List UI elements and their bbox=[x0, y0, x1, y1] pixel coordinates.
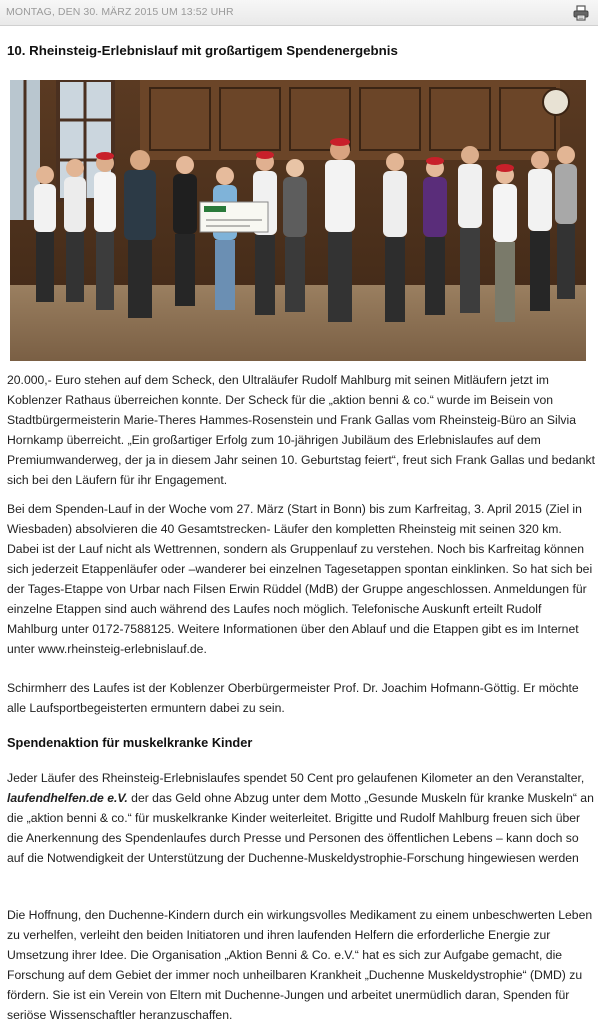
article-title: 10. Rheinsteig-Erlebnislauf mit großartigem Spendenergebnis bbox=[7, 43, 398, 58]
paragraph-donation bbox=[7, 768, 595, 868]
article-date: MONTAG, DEN 30. MÄRZ 2015 UM 13:52 UHR bbox=[6, 6, 234, 18]
paragraph-run-details: Bei dem Spenden-Lauf in der Woche vom 27. März (Start in Bonn) bis zum Karfreitag, 3. April 2015 (Ziel in Wiesbaden) absolvieren die 40 Gesamtstrecken- Läufer den kompletten Rheinsteig mit seinen 320 km. Dabei ist der Lauf nicht als Wettrennen, sondern als Gruppenlauf zu verstehen. Noch bis Karfreitag können sich jederzeit Etappenläufer oder –wanderer bei einzelnen Tagesetappen spontan einklinken. So hat sich bei der Tages-Etappe von Urbar nach Filsen Erwin Rüddel (MdB) der Gruppe angeschlossen. Anmeldungen für einzelne Etappen sind auch während des Laufes noch möglich. Telefonische Auskunft erteilt Rudolf Mahlburg unter 0172-7588125. Weitere Informationen über den Ablauf und die Etappen gibt es im Internet unter www.rheinsteig-erlebnislauf.de. bbox=[7, 502, 593, 656]
donation-text-after: der das Geld ohne Abzug unter dem Motto „Gesunde Muskeln für kranke Muskeln“ an die „aktion benni & co.“ für muskelkranke Kinder weiterleitet. Brigitte und Rudolf Mahlburg freuen sich über die Anerkennung des Spendenlaufes durch Presse und Personen des öffentlichen Lebens – kann doch so auf die Notwendigkeit der Unterstützung der Duchenne-Muskeldystrophie-Forschung hingewiesen werden bbox=[7, 791, 594, 865]
donation-text-before: Jeder Läufer des Rheinsteig-Erlebnislaufes spendet 50 Cent pro gelaufenen Kilometer an den Veranstalter, bbox=[7, 771, 585, 785]
paragraph-check-handover: 20.000,- Euro stehen auf dem Scheck, den Ultraläufer Rudolf Mahlburg mit seinen Mitläufern jetzt im Koblenzer Rathaus überreichen konnte. Der Scheck für die „aktion benni & co.“ wurde im Beisein von Stadtbürgermeisterin Marie-Theres Hammes-Rosenstein und Frank Gallas vom Rheinsteig-Büro an Silvia Hornkamp überreicht. „Ein großartiger Erfolg zum 10-jährigen Jubiläum des Erlebnislaufes auf dem Premiumwanderweg, der ja in diesem Jahr seinen 10. Geburtstag feiert“, freut sich Frank Gallas und bedankt sich bei den Läufern für ihr Engagement. bbox=[7, 373, 595, 487]
paragraph-patron: Schirmherr des Laufes ist der Koblenzer Oberbürgermeister Prof. Dr. Joachim Hofmann-Göttig. Er möchte alle Laufsportbegeisterten ermuntern dabei zu sein. bbox=[7, 681, 579, 715]
printer-icon[interactable] bbox=[572, 4, 590, 22]
date-bar bbox=[0, 0, 598, 26]
group-photo bbox=[10, 80, 586, 361]
paragraph-hope: Die Hoffnung, den Duchenne-Kindern durch ein wirkungsvolles Medikament zu einem unbeschwerten Leben zu verhelfen, verleiht den beiden Initiatoren und ihren laufenden Helfern die erforderliche Energie zur Umsetzung ihrer Idee. Die Organisation „Aktion Benni & Co. e.V.“ hat es sich zur Aufgabe gemacht, die Forschung auf dem Gebiet der immer noch unheilbaren Krankheit „Duchenne Muskeldystrophie“ (DMD) zu fördern. Sie ist ein Verein von Eltern mit Duchenne-Jungen und arbeitet unermüdlich daran, Spenden für seriöse Wissenschaftler heranzuschaffen. bbox=[7, 908, 593, 1022]
section-heading-donation: Spendenaktion für muskelkranke Kinder bbox=[7, 735, 253, 750]
organization-link[interactable]: laufendhelfen.de e.V. bbox=[7, 791, 128, 805]
